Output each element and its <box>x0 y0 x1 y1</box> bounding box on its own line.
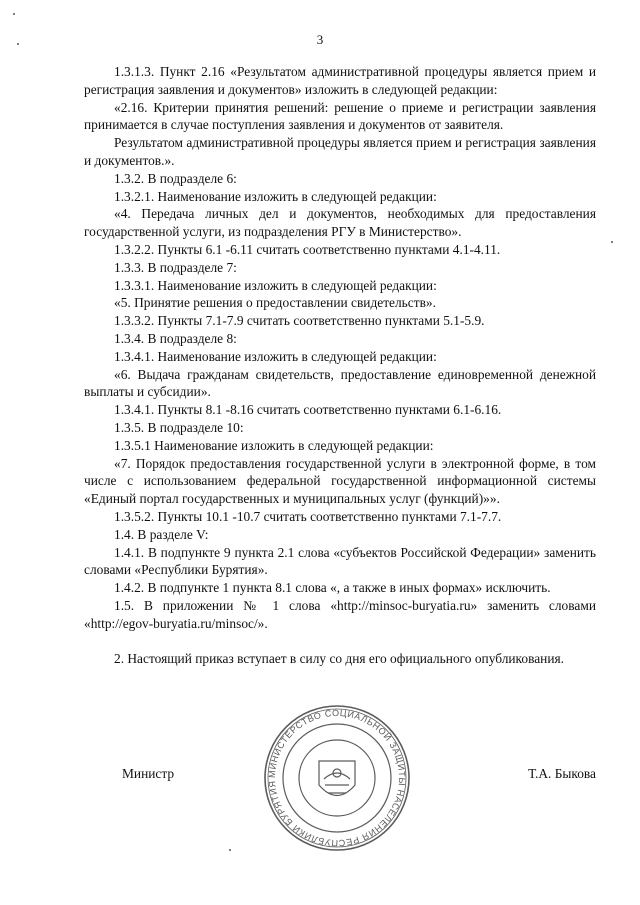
scan-speck <box>611 241 613 243</box>
paragraph: 1.3.5.1 Наименование изложить в следующей редакции: <box>114 437 434 453</box>
paragraph: 1.3.3.1. Наименование изложить в следующей редакции: <box>114 277 437 293</box>
paragraph: 1.3.4.1. Пункты 8.1 -8.16 считать соответственно пунктами 6.1-6.16. <box>114 402 502 418</box>
paragraph: 1.3.5.2. Пункты 10.1 -10.7 считать соответственно пунктами 7.1-7.7. <box>114 508 502 524</box>
paragraph: 1.3.3.2. Пункты 7.1-7.9 считать соответственно пунктами 5.1-5.9. <box>114 313 485 329</box>
paragraph: 2. Настоящий приказ вступает в силу со дня его официального опубликования. <box>114 650 564 666</box>
paragraph: 1.3.2.2. Пункты 6.1 -6.11 считать соответственно пунктами 4.1-4.11. <box>114 241 501 257</box>
signature-title: Министр <box>122 766 175 781</box>
paragraph: 1.3.4.1. Наименование изложить в следующей редакции: <box>114 348 437 364</box>
paragraph: 1.5. В приложении № 1 слова «http://minsoc-buryatia.ru» заменить словами «http://egov-buryatia.ru/minsoc/». <box>84 597 596 631</box>
paragraph: «5. Принятие решения о предоставлении свидетельств». <box>114 295 436 311</box>
signature-block <box>84 766 596 786</box>
paragraph: 1.3.5. В подразделе 10: <box>114 419 244 435</box>
paragraph: «7. Порядок предоставления государственной услуги в электронной форме, в том числе с использованием федеральной государственной информационной системы «Единый портал государственных и муниципальных услуг (функций)»». <box>84 455 596 507</box>
paragraph: 1.3.4. В подразделе 8: <box>114 330 237 346</box>
paragraph: 1.3.1.3. Пункт 2.16 «Результатом административной процедуры является прием и регистрация заявления и документов» изложить в следующей редакции: <box>84 64 596 97</box>
seal-ring-text: МИНИСТЕРСТВО СОЦИАЛЬНОЙ ЗАЩИТЫ НАСЕЛЕНИЯ РЕСПУБЛИКИ БУРЯТИЯ <box>266 707 408 849</box>
signature-name: Т.А. Быкова <box>528 766 596 781</box>
paragraph: Результатом административной процедуры является прием и регистрация заявления и документов.». <box>84 135 596 168</box>
paragraph: 1.4.2. В подпункте 1 пункта 8.1 слова «, а также в иных формах» исключить. <box>114 580 551 596</box>
paragraph: 1.3.2.1. Наименование изложить в следующей редакции: <box>114 188 437 204</box>
paragraph: 1.3.2. В подразделе 6: <box>114 170 237 186</box>
paragraph: «2.16. Критерии принятия решений: решение о приеме и регистрации заявления принимается в случае поступления заявления и документов от заявителя. <box>84 99 596 133</box>
paragraph: 1.4.1. В подпункте 9 пункта 2.1 слова «субъектов Российской Федерации» заменить словами «Республики Бурятия». <box>84 544 596 578</box>
document-body <box>84 63 596 667</box>
scan-speck <box>229 849 231 851</box>
paragraph: 1.4. В разделе V: <box>114 526 209 542</box>
paragraph: «6. Выдача гражданам свидетельств, предоставление единовременной денежной выплаты и субсидии». <box>84 366 596 400</box>
paragraph: 1.3.3. В подразделе 7: <box>114 259 237 275</box>
page-number: 3 <box>316 32 324 47</box>
scan-speck <box>13 13 15 15</box>
paragraph-gap <box>84 633 596 650</box>
scan-speck <box>17 43 19 45</box>
paragraph: «4. Передача личных дел и документов, необходимых для предоставления государственной услуги, из подразделения РГУ в Министерство». <box>84 206 596 240</box>
